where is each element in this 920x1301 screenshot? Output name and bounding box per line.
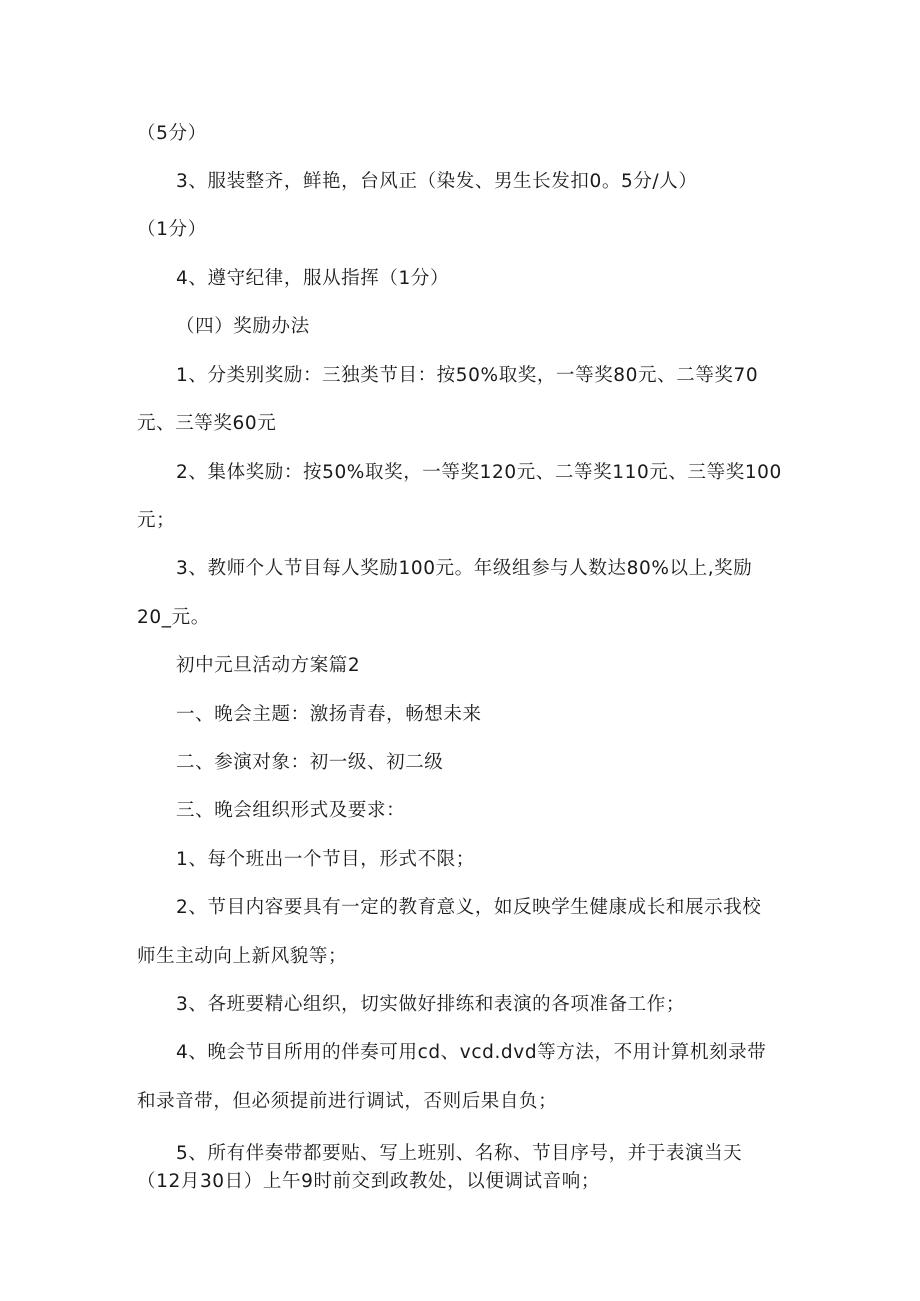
text-line: 3、教师个人节目每人奖励100元。年级组参与人数达80%以上,奖励 bbox=[176, 558, 753, 579]
text-line: 一、晚会主题：激扬青春，畅想未来 bbox=[176, 704, 482, 725]
text-line: 5、所有伴奏带都要贴、写上班别、名称、节目序号，并于表演当天 bbox=[176, 1143, 743, 1164]
section-title: 初中元旦活动方案篇2 bbox=[176, 655, 361, 676]
text-line: 三、晚会组织形式及要求： bbox=[176, 800, 406, 821]
text-line: 师生主动向上新风貌等； bbox=[137, 946, 348, 967]
text-line: （1分） bbox=[137, 219, 207, 240]
text-line: 2、集体奖励：按50%取奖，一等奖120元、二等奖110元、三等奖100 bbox=[176, 462, 782, 483]
text-line: 1、分类别奖励：三独类节目：按50%取奖，一等奖80元、二等奖70 bbox=[176, 365, 759, 386]
text-line: 4、遵守纪律，服从指挥（1分） bbox=[176, 268, 450, 289]
text-line: 3、各班要精心组织，切实做好排练和表演的各项准备工作； bbox=[176, 994, 685, 1015]
text-line: 和录音带，但必须提前进行调试，否则后果自负； bbox=[137, 1091, 558, 1112]
text-line: 二、参演对象：初一级、初二级 bbox=[176, 752, 444, 773]
text-line: （12月30日）上午9时前交到政教处，以便调试音响； bbox=[137, 1171, 600, 1192]
text-line: 3、服装整齐，鲜艳，台风正（染发、男生长发扣0。5分/人） bbox=[176, 171, 698, 192]
text-line: 元； bbox=[137, 510, 176, 531]
text-line: 1、每个班出一个节目，形式不限； bbox=[176, 849, 475, 870]
text-line: 4、晚会节目所用的伴奏可用cd、vcd.dvd等方法，不用计算机刻录带 bbox=[176, 1042, 767, 1063]
text-line: （5分） bbox=[137, 123, 207, 144]
section-heading: （四）奖励办法 bbox=[176, 316, 310, 337]
text-line: 2、节目内容要具有一定的教育意义，如反映学生健康成长和展示我校 bbox=[176, 897, 762, 918]
text-line: 20_元。 bbox=[137, 607, 210, 628]
text-line: 元、三等奖60元 bbox=[137, 413, 277, 434]
